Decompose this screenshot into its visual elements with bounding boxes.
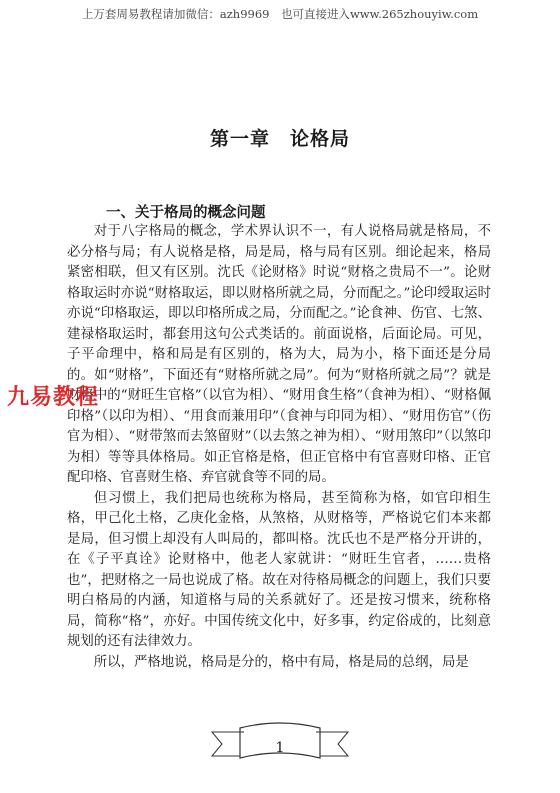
paragraph: 所以，严格地说，格局是分的，格中有局，格是局的总纲，局是	[93, 654, 469, 670]
section-title: 一、关于格局的概念问题	[106, 205, 266, 221]
chapter-title: 第一章 论格局	[209, 128, 350, 150]
page-number: 1	[275, 740, 285, 756]
paragraph: 对于八字格局的概念，学术界认识不一，有人说格局就是格局，不必分格与局；有人说格是格，局是局，格与局有区别。细论起来，格局紧密相联，但又有区别。沈氏《论财格》时说“财格之贵局不一”。论财格取运时亦说“财格取运，即以财格所就之局，分而配之。”论印绶取运时亦说“印格取运，即以印格所成之局，分而配之。”论食神、伤官、七煞、建禄格取运时，都套用这句公式类话的。前面说格，后面论局。可见，子平命理中，格和局是有区别的，格为大，局为小，格下面还是分局的。如“财格”，下面还有“财格所就之局”。何为“财格所就之局”？就是财格中的“财旺生官格”（以官为相）、“财用食生格”（食神为相）、“财格佩印格”（以印为相）、“用食而兼用印”（食神与印同为相）、“财用伤官”（伤官为相）、“财带煞而去煞留财”（以去煞之神为相）、“财用煞印”（以煞印为相）等等具体格局。如正官格是格，但正官格中有官喜财印格、正官配印格、官喜财生格、弃官就食等不同的局。	[67, 224, 491, 485]
body-text	[67, 222, 491, 673]
watermark-logo: 九易教程	[7, 385, 100, 410]
paragraph: 但习惯上，我们把局也统称为格局，甚至简称为格，如官印相生格，甲己化土格，乙庚化金格，从煞格，从财格等，严格说它们本来都是局，但习惯上却没有人叫局的，都叫格。沈氏也不是严格分开讲的，在《子平真诠》论财格中，他老人家就讲：“财旺生官者，……贵格也”，把财格之一局也说成了格。故在对待格局概念的问题上，我们只要明白格局的内涵，知道格与局的关系就好了。还是按习惯来，统称格局，简称“格”，亦好。中国传统文化中，好多事，约定俗成的，比刻意规划的还有法律效力。	[67, 490, 491, 649]
page-header: 上万套周易教程请加微信：azh9969 也可直接进入www.265zhouyiw.com	[81, 7, 479, 21]
